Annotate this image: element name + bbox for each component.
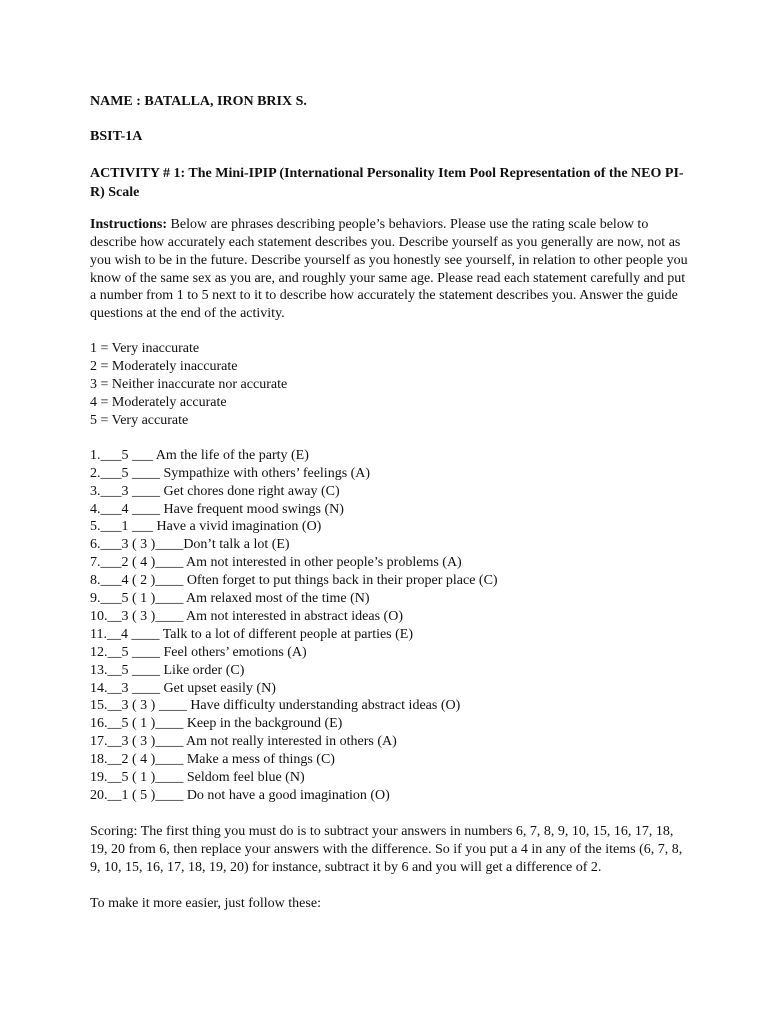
questionnaire-items — [90, 447, 690, 805]
questionnaire-item: 5.___1 ___ Have a vivid imagination (O) — [90, 519, 322, 535]
questionnaire-item: 6.___3 ( 3 )____Don’t talk a lot (E) — [90, 537, 290, 553]
scale-item: 5 = Very accurate — [90, 412, 189, 428]
questionnaire-item: 8.___4 ( 2 )____ Often forget to put things back in their proper place (C) — [90, 573, 498, 589]
scoring-paragraph: Scoring: The first thing you must do is to subtract your answers in numbers 6, 7, 8, 9, 10, 15, 16, 17, 18, 19, 20 from 6, then replace your answers with the difference. So if you put a 4 in any of the items (6, 7, 8, 9, 10, 15, 16, 17, 18, 19, 20) for instance, subtract it by 6 and you will get a difference of 2. — [90, 823, 683, 875]
scale-item: 3 = Neither inaccurate nor accurate — [90, 377, 288, 393]
questionnaire-item: 4.___4 ____ Have frequent mood swings (N) — [90, 501, 344, 517]
questionnaire-item: 3.___3 ____ Get chores done right away (C) — [90, 483, 340, 499]
section-label: BSIT-1A — [90, 128, 143, 144]
questionnaire-item: 7.___2 ( 4 )____ Am not interested in other people’s problems (A) — [90, 555, 462, 571]
questionnaire-item: 20.__1 ( 5 )____ Do not have a good imagination (O) — [90, 788, 390, 803]
follow-instructions: To make it more easier, just follow these: — [90, 895, 321, 911]
questionnaire-item: 15.__3 ( 3 ) ____ Have difficulty understanding abstract ideas (O) — [90, 698, 461, 714]
questionnaire-item: 18.__2 ( 4 )____ Make a mess of things (C) — [90, 752, 335, 768]
instructions-label: Instructions: — [90, 216, 168, 232]
questionnaire-item: 1.___5 ___ Am the life of the party (E) — [90, 447, 309, 463]
scale-item: 2 = Moderately inaccurate — [90, 359, 238, 375]
instructions-text: Below are phrases describing people’s behaviors. Please use the rating scale below to describe how accurately each statement describes you. Describe yourself as you generally are now, not as you wish to be in the future. Describe yourself as you honestly see yourself, in relation to other people you know of the same sex as you are, and roughly your same age. Please read each statement carefully and put a number from 1 to 5 next to it to describe how accurately the statement describes you. Answer the guide questions at the end of the activity. — [90, 216, 688, 322]
questionnaire-item: 10.__3 ( 3 )____ Am not interested in abstract ideas (O) — [90, 608, 403, 624]
activity-title: ACTIVITY # 1: The Mini-IPIP (International Personality Item Pool Representation of the NEO PI- R) Scale — [90, 165, 684, 200]
questionnaire-item: 14.__3 ____ Get upset easily (N) — [90, 680, 276, 696]
questionnaire-item: 13.__5 ____ Like order (C) — [90, 662, 245, 678]
questionnaire-item: 11.__4 ____ Talk to a lot of different people at parties (E) — [90, 626, 414, 642]
questionnaire-item: 2.___5 ____ Sympathize with others’ feelings (A) — [90, 465, 371, 481]
questionnaire-item: 16.__5 ( 1 )____ Keep in the background (E) — [90, 716, 343, 732]
rating-scale — [90, 340, 690, 430]
questionnaire-item: 9.___5 ( 1 )____ Am relaxed most of the time (N) — [90, 591, 370, 607]
questionnaire-item: 12.__5 ____ Feel others’ emotions (A) — [90, 644, 307, 660]
questionnaire-item: 19.__5 ( 1 )____ Seldom feel blue (N) — [90, 770, 305, 786]
instructions-paragraph — [90, 216, 690, 323]
student-name: NAME : BATALLA, IRON BRIX S. — [90, 94, 307, 109]
scale-item: 4 = Moderately accurate — [90, 394, 227, 410]
scale-item: 1 = Very inaccurate — [90, 341, 200, 357]
questionnaire-item: 17.__3 ( 3 )____ Am not really interested in others (A) — [90, 734, 397, 750]
document-page — [90, 93, 690, 913]
